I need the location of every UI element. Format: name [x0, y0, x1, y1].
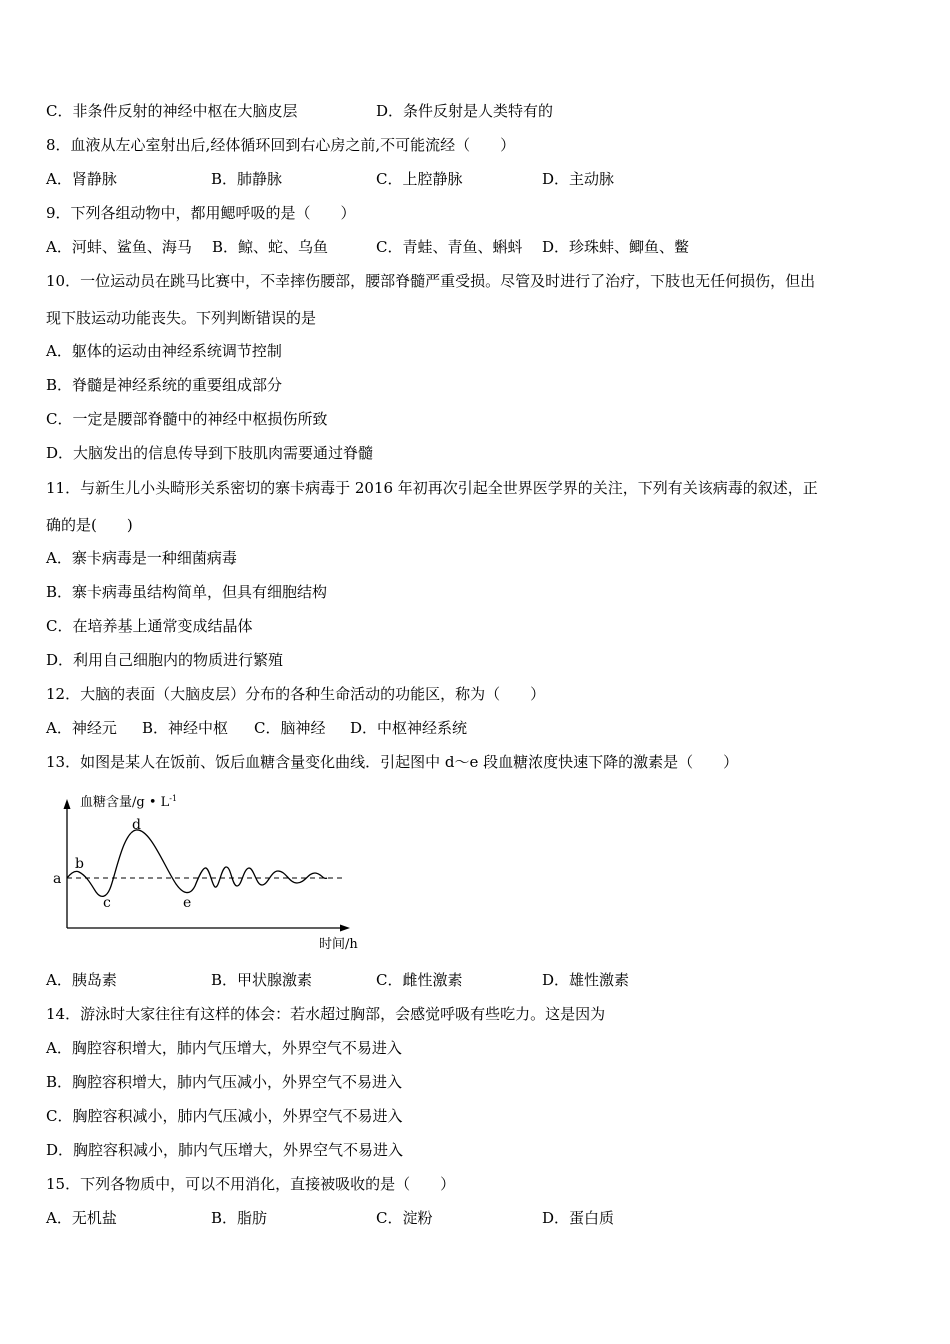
y-axis-arrow: [64, 799, 71, 809]
point-label-d: d: [132, 817, 141, 833]
q15-stem: 15．下列各物质中，可以不用消化，直接被吸收的是（ ）: [46, 1175, 456, 1193]
q9-option-b: B．鲸、蛇、乌鱼: [212, 238, 329, 256]
q15-option-d: D．蛋白质: [542, 1209, 615, 1227]
q14-option-a: A．胸腔容积增大，肺内气压增大，外界空气不易进入: [46, 1039, 402, 1057]
point-label-a: a: [53, 871, 62, 887]
q15-option-c: C．淀粉: [376, 1209, 433, 1227]
q10-stem-line1: 10．一位运动员在跳马比赛中，不幸摔伤腰部，腰部脊髓严重受损。尽管及时进行了治疗，下肢也无任何损伤，但出: [46, 272, 816, 290]
point-label-b: b: [75, 856, 84, 872]
q11-stem-line2: 确的是( ): [46, 516, 133, 534]
q10-stem-line2: 现下肢运动功能丧失。下列判断错误的是: [46, 309, 317, 327]
q14-option-d: D．胸腔容积减小，肺内气压增大，外界空气不易进入: [46, 1141, 404, 1159]
q12-option-b: B．神经中枢: [142, 719, 229, 737]
q13-option-b: B．甲状腺激素: [211, 971, 313, 989]
q14-option-b: B．胸腔容积增大，肺内气压减小，外界空气不易进入: [46, 1073, 403, 1091]
point-label-c: c: [103, 895, 111, 911]
blood-sugar-figure: [46, 786, 376, 954]
q12-option-d: D．中枢神经系统: [350, 719, 468, 737]
q9-option-a: A．河蚌、鲨鱼、海马: [46, 238, 192, 256]
q13-option-c: C．雌性激素: [376, 971, 463, 989]
q13-option-d: D．雄性激素: [542, 971, 630, 989]
q13-stem: 13．如图是某人在饭前、饭后血糖含量变化曲线．引起图中 d～e 段血糖浓度快速下降的激素是（ ）: [46, 753, 739, 771]
q10-option-c: C．一定是腰部脊髓中的神经中枢损伤所致: [46, 410, 328, 428]
q9-option-d: D．珍珠蚌、鲫鱼、鳖: [542, 238, 690, 256]
q8-stem: 8．血液从左心室射出后,经体循环回到右心房之前,不可能流经（ ）: [46, 136, 516, 154]
q10-option-d: D．大脑发出的信息传导到下肢肌肉需要通过脊髓: [46, 444, 374, 462]
q14-stem: 14．游泳时大家往往有这样的体会：若水超过胸部，会感觉呼吸有些吃力。这是因为: [46, 1005, 606, 1023]
q12-stem: 12．大脑的表面（大脑皮层）分布的各种生命活动的功能区，称为（ ）: [46, 685, 546, 703]
glucose-curve: [67, 830, 327, 896]
point-label-e: e: [183, 895, 192, 911]
q7-option-d: D．条件反射是人类特有的: [376, 102, 554, 120]
x-axis-label: 时间/h: [319, 937, 358, 952]
q8-option-d: D．主动脉: [542, 170, 615, 188]
q8-option-c: C．上腔静脉: [376, 170, 463, 188]
q11-option-a: A．寨卡病毒是一种细菌病毒: [46, 549, 237, 567]
y-axis-label: 血糖含量/g • $L^{-1}$: [80, 794, 178, 810]
q11-option-b: B．寨卡病毒虽结构简单，但具有细胞结构: [46, 583, 328, 601]
q11-option-d: D．利用自己细胞内的物质进行繁殖: [46, 651, 284, 669]
q12-option-a: A．神经元: [46, 719, 117, 737]
q11-stem-line1: 11．与新生儿小头畸形关系密切的寨卡病毒于 2016 年初再次引起全世界医学界的关注，下列有关该病毒的叙述，正: [46, 479, 818, 497]
q10-option-a: A．躯体的运动由神经系统调节控制: [46, 342, 282, 360]
q8-option-b: B．肺静脉: [211, 170, 283, 188]
q14-option-c: C．胸腔容积减小，肺内气压减小，外界空气不易进入: [46, 1107, 403, 1125]
q15-option-a: A．无机盐: [46, 1209, 117, 1227]
q12-option-c: C．脑神经: [254, 719, 326, 737]
q13-option-a: A．胰岛素: [46, 971, 117, 989]
q7-option-c: C．非条件反射的神经中枢在大脑皮层: [46, 102, 298, 120]
x-axis-arrow: [340, 925, 350, 932]
q15-option-b: B．脂肪: [211, 1209, 268, 1227]
q9-stem: 9．下列各组动物中，都用鳃呼吸的是（ ）: [46, 204, 356, 222]
q10-option-b: B．脊髓是神经系统的重要组成部分: [46, 376, 283, 394]
q8-option-a: A．肾静脉: [46, 170, 117, 188]
q11-option-c: C．在培养基上通常变成结晶体: [46, 617, 253, 635]
q9-option-c: C．青蛙、青鱼、蝌蚪: [376, 238, 523, 256]
